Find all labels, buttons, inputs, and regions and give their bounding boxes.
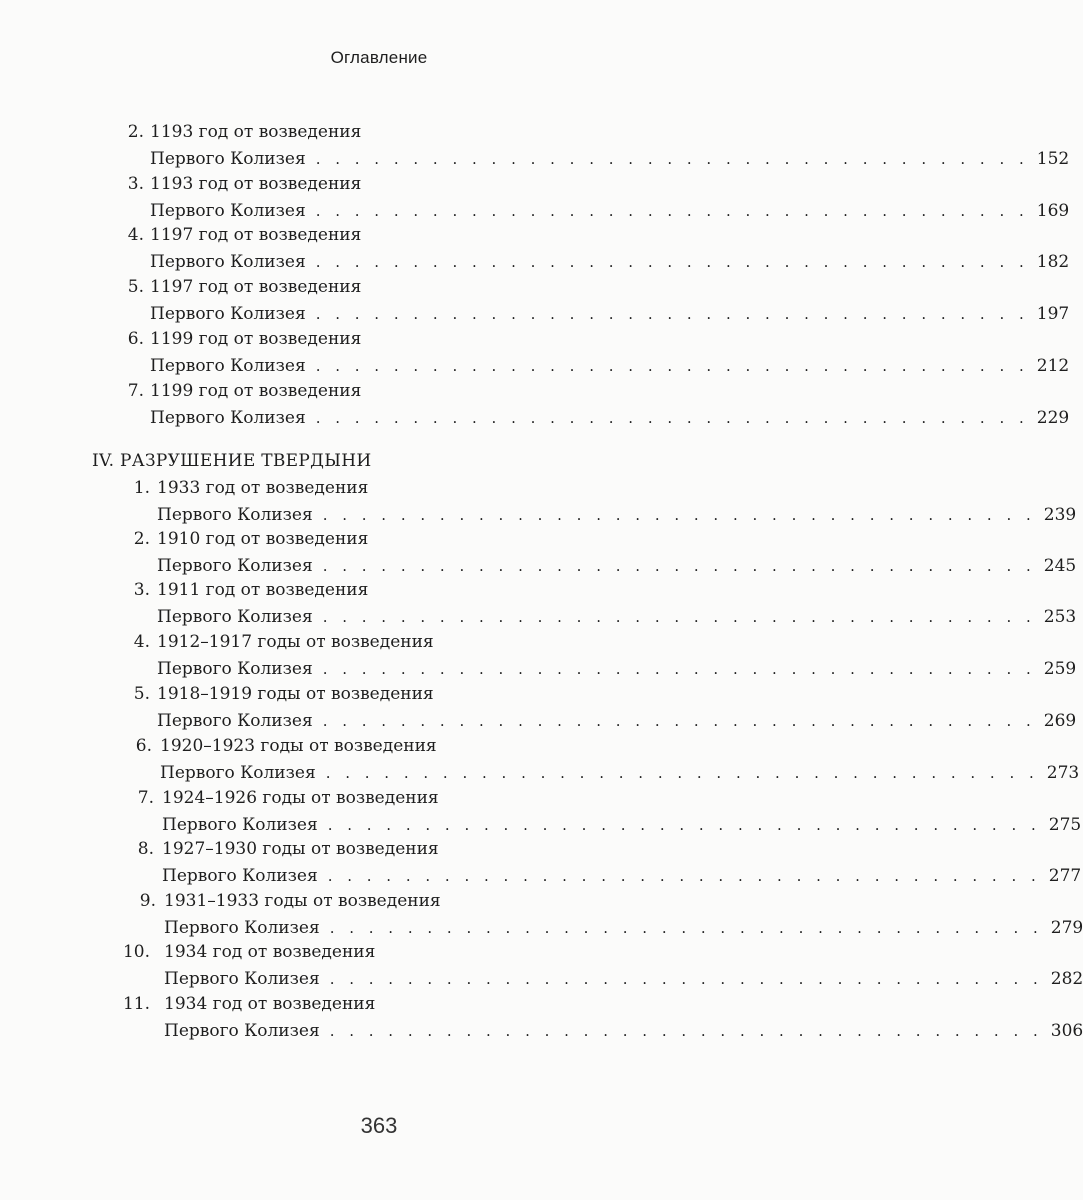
entry-subtitle: Первого Колизея xyxy=(157,711,313,731)
toc-entry xyxy=(0,839,1082,891)
dot-leader: . . . . . . . . . . . . . . . . . . . . . . . . . . . . . . . . . . . . . xyxy=(315,305,1029,323)
entry-subtitle: Первого Колизея xyxy=(150,252,306,272)
page-number: 182 xyxy=(1036,252,1070,272)
toc-entry xyxy=(0,329,1070,381)
entry-number: 6. xyxy=(135,736,152,756)
entry-number: 5. xyxy=(133,684,150,704)
page-number: 152 xyxy=(1036,149,1070,169)
entry-number: 10. xyxy=(122,942,150,962)
toc-entry xyxy=(0,122,1070,174)
dot-leader: . . . . . . . . . . . . . . . . . . . . . . . . . . . . . . . . . . . . . xyxy=(322,557,1036,575)
dot-leader: . . . . . . . . . . . . . . . . . . . . . . . . . . . . . . . . . . . . . xyxy=(322,506,1036,524)
entry-title: 1934 год от возведения xyxy=(164,994,376,1014)
entry-number: 3. xyxy=(133,580,150,600)
entry-number: 2. xyxy=(127,122,144,142)
entry-subtitle: Первого Колизея xyxy=(164,918,320,938)
page-number: 253 xyxy=(1043,607,1077,627)
toc-entry xyxy=(0,891,1083,943)
dot-leader: . . . . . . . . . . . . . . . . . . . . . . . . . . . . . . . . . . . . . xyxy=(329,1022,1043,1040)
dot-leader: . . . . . . . . . . . . . . . . . . . . . . . . . . . . . . . . . . . . . xyxy=(322,660,1036,678)
toc-entry xyxy=(0,736,1080,788)
toc-entry xyxy=(0,942,1083,994)
dot-leader: . . . . . . . . . . . . . . . . . . . . . . . . . . . . . . . . . . . . . xyxy=(322,712,1036,730)
page-number: 212 xyxy=(1036,356,1070,376)
dot-leader: . . . . . . . . . . . . . . . . . . . . . . . . . . . . . . . . . . . . . xyxy=(327,867,1041,885)
entry-number: 7. xyxy=(137,788,154,808)
entry-title: 1920–1923 годы от возведения xyxy=(160,736,437,756)
page-number: 229 xyxy=(1036,408,1070,428)
entry-number: 3. xyxy=(127,174,144,194)
page-number: 277 xyxy=(1048,866,1082,886)
dot-leader: . . . . . . . . . . . . . . . . . . . . . . . . . . . . . . . . . . . . . xyxy=(322,608,1036,626)
toc-entry xyxy=(0,277,1070,329)
entry-number: 6. xyxy=(127,329,144,349)
entry-title: 1924–1926 годы от возведения xyxy=(162,788,439,808)
entry-title: 1193 год от возведения xyxy=(150,174,362,194)
toc-entry xyxy=(0,381,1070,433)
dot-leader: . . . . . . . . . . . . . . . . . . . . . . . . . . . . . . . . . . . . . xyxy=(329,919,1043,937)
entry-subtitle: Первого Колизея xyxy=(160,763,316,783)
dot-leader: . . . . . . . . . . . . . . . . . . . . . . . . . . . . . . . . . . . . . xyxy=(315,202,1029,220)
page-number: 197 xyxy=(1036,304,1070,324)
page-number: 279 xyxy=(1050,918,1083,938)
dot-leader: . . . . . . . . . . . . . . . . . . . . . . . . . . . . . . . . . . . . . xyxy=(315,409,1029,427)
toc-entry xyxy=(0,174,1070,226)
entry-subtitle: Первого Колизея xyxy=(150,356,306,376)
running-header: Оглавление xyxy=(330,48,428,67)
page-folio: 363 xyxy=(360,1113,398,1138)
entry-subtitle: Первого Колизея xyxy=(162,815,318,835)
entry-number: 5. xyxy=(127,277,144,297)
toc-entry xyxy=(0,478,1077,530)
toc-entry xyxy=(0,994,1083,1046)
entry-title: 1927–1930 годы от возведения xyxy=(162,839,439,859)
dot-leader: . . . . . . . . . . . . . . . . . . . . . . . . . . . . . . . . . . . . . xyxy=(327,816,1041,834)
entry-title: 1193 год от возведения xyxy=(150,122,362,142)
toc-entry xyxy=(0,580,1077,632)
entry-number: 4. xyxy=(133,632,150,652)
entry-number: 4. xyxy=(127,225,144,245)
dot-leader: . . . . . . . . . . . . . . . . . . . . . . . . . . . . . . . . . . . . . xyxy=(315,253,1029,271)
page-number: 245 xyxy=(1043,556,1077,576)
page-number: 273 xyxy=(1046,763,1080,783)
entry-title: 1910 год от возведения xyxy=(157,529,369,549)
toc-entry xyxy=(0,788,1082,840)
page-number: 275 xyxy=(1048,815,1082,835)
entry-subtitle: Первого Колизея xyxy=(157,607,313,627)
page-number: 282 xyxy=(1050,969,1083,989)
entry-title: 1197 год от возведения xyxy=(150,277,362,297)
toc-entry xyxy=(0,529,1077,581)
entry-subtitle: Первого Колизея xyxy=(164,1021,320,1041)
entry-subtitle: Первого Колизея xyxy=(164,969,320,989)
entry-subtitle: Первого Колизея xyxy=(157,505,313,525)
entry-number: 8. xyxy=(137,839,154,859)
toc-entry xyxy=(0,684,1077,736)
page-number: 269 xyxy=(1043,711,1077,731)
page-number: 169 xyxy=(1036,201,1070,221)
entry-subtitle: Первого Колизея xyxy=(150,304,306,324)
entry-subtitle: Первого Колизея xyxy=(150,149,306,169)
entry-title: 1199 год от возведения xyxy=(150,381,362,401)
entry-subtitle: Первого Колизея xyxy=(150,201,306,221)
entry-number: 1. xyxy=(133,478,150,498)
toc-entry xyxy=(0,632,1077,684)
entry-title: 1931–1933 годы от возведения xyxy=(164,891,441,911)
entry-title: 1934 год от возведения xyxy=(164,942,376,962)
entry-subtitle: Первого Колизея xyxy=(150,408,306,428)
entry-title: 1197 год от возведения xyxy=(150,225,362,245)
part-heading: IV. РАЗРУШЕНИЕ ТВЕРДЫНИ xyxy=(92,451,372,471)
dot-leader: . . . . . . . . . . . . . . . . . . . . . . . . . . . . . . . . . . . . . xyxy=(325,764,1039,782)
dot-leader: . . . . . . . . . . . . . . . . . . . . . . . . . . . . . . . . . . . . . xyxy=(315,357,1029,375)
entry-number: 9. xyxy=(139,891,156,911)
entry-title: 1911 год от возведения xyxy=(157,580,369,600)
entry-title: 1199 год от возведения xyxy=(150,329,362,349)
page-number: 259 xyxy=(1043,659,1077,679)
entry-subtitle: Первого Колизея xyxy=(157,659,313,679)
entry-number: 11. xyxy=(122,994,150,1014)
dot-leader: . . . . . . . . . . . . . . . . . . . . . . . . . . . . . . . . . . . . . xyxy=(329,970,1043,988)
page-number: 306 xyxy=(1050,1021,1083,1041)
entry-title: 1933 год от возведения xyxy=(157,478,369,498)
entry-title: 1912–1917 годы от возведения xyxy=(157,632,434,652)
entry-title: 1918–1919 годы от возведения xyxy=(157,684,434,704)
page-number: 239 xyxy=(1043,505,1077,525)
entry-subtitle: Первого Колизея xyxy=(162,866,318,886)
dot-leader: . . . . . . . . . . . . . . . . . . . . . . . . . . . . . . . . . . . . . xyxy=(315,150,1029,168)
entry-number: 2. xyxy=(133,529,150,549)
entry-subtitle: Первого Колизея xyxy=(157,556,313,576)
entry-number: 7. xyxy=(127,381,144,401)
toc-entry xyxy=(0,225,1070,277)
